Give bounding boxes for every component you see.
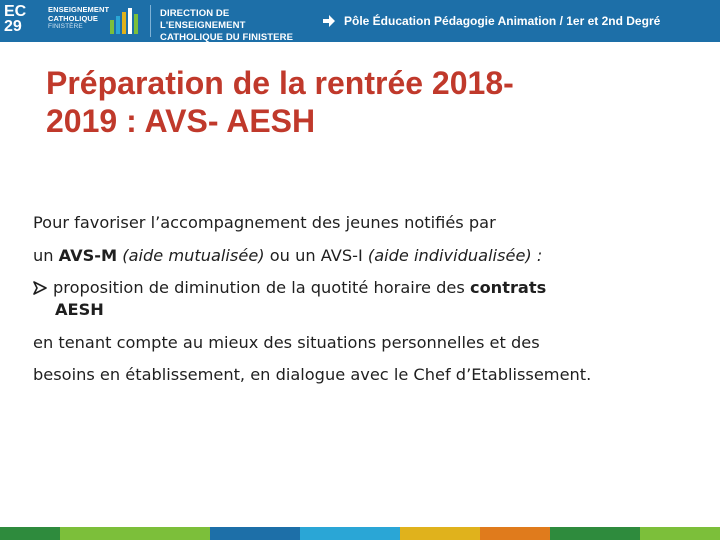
- ec29-logo[interactable]: [0, 0, 148, 42]
- logo-code: [4, 4, 44, 34]
- stripe-segment: [210, 527, 300, 540]
- logo-line-1: ENSEIGNEMENT: [48, 5, 110, 14]
- footer-stripe: [0, 527, 720, 540]
- logo-bars-icon: [110, 8, 140, 34]
- logo-line-2: CATHOLIQUE: [48, 13, 99, 23]
- arrow-right-icon: [322, 14, 336, 28]
- direction-label: [160, 8, 310, 44]
- title-line-1: Préparation de la rentrée 2018-: [46, 65, 514, 101]
- direction-line-1: DIRECTION DE L'ENSEIGNEMENT: [160, 8, 246, 31]
- logo-line-3: FINISTÈRE: [48, 23, 83, 30]
- slide-title: [46, 64, 686, 140]
- logo-code-bottom: 29: [4, 18, 22, 35]
- bullet-text-contrats: contrats: [469, 278, 547, 297]
- text-avs-m: AVS-M: [58, 245, 118, 265]
- pole-text: Pôle Éducation Pédagogie Animation / 1er et 2nd Degré: [344, 14, 661, 28]
- logo-code-top: EC: [4, 3, 27, 20]
- text-ou-un-avs-i: ou un AVS-I: [264, 245, 368, 265]
- stripe-segment: [640, 527, 720, 540]
- header-banner: [0, 0, 720, 42]
- logo-text: [48, 6, 110, 32]
- stripe-segment: [0, 527, 60, 540]
- header-divider: [150, 5, 151, 37]
- direction-line-2: CATHOLIQUE DU FINISTERE: [160, 32, 294, 43]
- bullet-text: [53, 272, 546, 305]
- stripe-segment: [480, 527, 550, 540]
- text-aide-individualisee: (aide individualisée) :: [367, 245, 543, 265]
- body-line-5: en tenant compte au mieux des situations personnelles et des: [33, 332, 540, 352]
- title-line-2: 2019 : AVS- AESH: [46, 103, 316, 139]
- body-line-6: besoins en établissement, en dialogue avec le Chef d’Etablissement.: [33, 365, 592, 384]
- body-line-1: Pour favoriser l’accompagnement des jeunes notifiés par: [33, 213, 496, 232]
- slide-body: [33, 207, 713, 392]
- stripe-segment: [400, 527, 480, 540]
- stripe-segment: [60, 527, 210, 540]
- text-un: un: [33, 245, 59, 265]
- body-line-2: [33, 240, 713, 273]
- bullet-text-aesh: AESH: [55, 299, 104, 319]
- stripe-segment: [300, 527, 400, 540]
- bullet-text-main: proposition de diminution de la quotité horaire des: [53, 278, 470, 297]
- bullet-arrow-icon: [33, 281, 47, 295]
- pole-link[interactable]: [322, 11, 660, 31]
- stripe-segment: [550, 527, 640, 540]
- text-aide-mutualisee: (aide mutualisée): [117, 245, 265, 265]
